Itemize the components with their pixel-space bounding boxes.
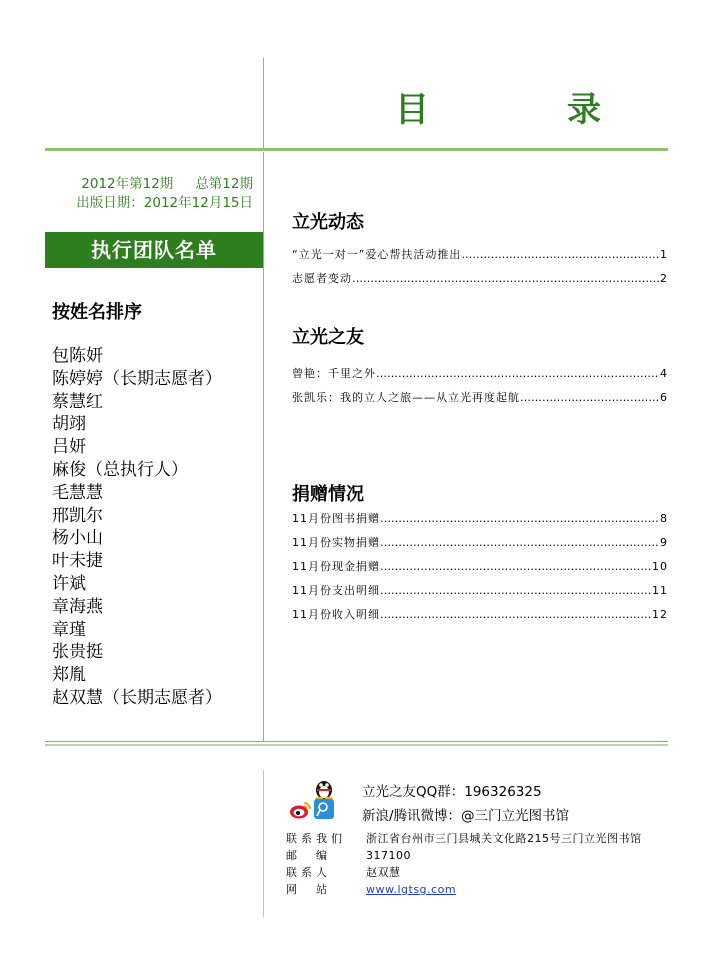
team-heading: 执行团队名单: [45, 232, 263, 268]
toc-entry-title: 张凯乐：我的立人之旅——从立光再度起航: [292, 391, 520, 404]
page-title: 目 录: [395, 90, 653, 130]
toc-entry[interactable]: [292, 582, 668, 606]
toc-entry[interactable]: [292, 389, 668, 413]
team-member: 张贵挺: [52, 642, 103, 663]
toc-entry[interactable]: [292, 510, 668, 534]
toc-entry[interactable]: [292, 270, 668, 294]
team-member: 包陈妍: [52, 346, 103, 366]
toc-leader: [380, 608, 651, 621]
contact-value: 浙江省台州市三门县城关文化路215号三门立光图书馆: [366, 832, 642, 845]
contact-label: 联系我们: [286, 832, 346, 845]
team-member: 许斌: [52, 573, 86, 594]
team-member: 叶未捷: [52, 551, 103, 572]
contact-person-row: [286, 864, 401, 880]
vertical-rule-bottom: [263, 770, 264, 917]
team-member: 陈婷婷（长期志愿者）: [52, 368, 222, 389]
toc-page-number: 4: [660, 367, 668, 380]
toc-entry-title: 11月份现金捐赠: [292, 560, 380, 573]
toc-page-number: 2: [660, 272, 668, 285]
toc-section-list: [292, 365, 668, 413]
toc-entry[interactable]: [292, 246, 668, 270]
issue-number: [50, 172, 253, 192]
team-member: 毛慧慧: [52, 482, 103, 503]
toc-page-number: 8: [660, 512, 668, 525]
toc-leader: [461, 248, 659, 261]
toc-section-list: [292, 510, 668, 630]
qq-group: 立光之友QQ群：196326325: [362, 784, 542, 800]
toc-page-number: 9: [660, 536, 668, 549]
toc-section-list: [292, 246, 668, 294]
team-member: 赵双慧（长期志愿者）: [52, 687, 222, 708]
contact-postcode-row: [286, 847, 411, 863]
toc-entry-title: 11月份收入明细: [292, 608, 380, 621]
toc-entry-title: “立光一对一”爱心帮扶活动推出: [292, 248, 462, 261]
issue-year-number: 2012年第12期: [81, 176, 174, 192]
toc-entry-title: 11月份支出明细: [292, 584, 380, 597]
team-member: 杨小山: [52, 528, 103, 549]
team-member: 章瑾: [52, 619, 86, 640]
team-member-list: [52, 345, 222, 710]
toc-entry-title: 11月份图书捐赠: [292, 512, 380, 525]
team-member: 麻俊（总执行人）: [52, 459, 188, 480]
toc-leader: [376, 367, 659, 380]
toc-section-title: 立光动态: [292, 212, 364, 233]
team-member: 吕妍: [52, 437, 86, 458]
toc-leader: [380, 560, 651, 573]
tencent-weibo-icon: [314, 799, 334, 819]
vertical-rule-middle: [263, 152, 264, 742]
toc-entry[interactable]: [292, 606, 668, 630]
contact-website-row: [286, 881, 456, 897]
toc-page-number: 1: [660, 248, 668, 261]
sort-label: 按姓名排序: [52, 302, 142, 323]
contact-value: 赵双慧: [366, 866, 401, 879]
contact-label: 联系人: [286, 866, 331, 879]
sina-weibo-icon: [289, 800, 313, 820]
toc-entry[interactable]: [292, 365, 668, 389]
publish-date: 出版日期：2012年12月15日: [76, 195, 253, 211]
team-member: 郑胤: [52, 665, 86, 686]
weibo-account: 新浪/腾讯微博：@三门立光图书馆: [362, 808, 570, 824]
contact-value: 317100: [366, 849, 411, 862]
qq-penguin-icon: [313, 776, 335, 800]
toc-leader: [520, 391, 659, 404]
footer-rule: [45, 741, 668, 742]
contact-label: 邮 编: [286, 849, 331, 862]
toc-leader: [380, 512, 659, 525]
toc-leader: [352, 272, 659, 285]
team-member: 章海燕: [52, 596, 103, 617]
footer-rule-light: [45, 744, 668, 746]
toc-leader: [380, 536, 659, 549]
toc-section-title: 捐赠情况: [292, 484, 364, 505]
toc-page-number: 12: [652, 608, 668, 621]
toc-entry-title: 11月份实物捐赠: [292, 536, 380, 549]
website-link[interactable]: www.lgtsg.com: [366, 883, 457, 896]
header-rule: [45, 148, 668, 151]
toc-entry-title: 曾艳：千里之外: [292, 367, 376, 380]
toc-entry-title: 志愿者变动: [292, 272, 352, 285]
contact-label: 网 站: [286, 883, 331, 896]
contact-address-row: [286, 830, 642, 846]
toc-entry[interactable]: [292, 534, 668, 558]
issue-total-number: 总第12期: [195, 176, 253, 192]
toc-entry[interactable]: [292, 558, 668, 582]
team-member: 胡翊: [52, 414, 86, 435]
toc-page-number: 6: [660, 391, 668, 404]
toc-page-number: 10: [652, 560, 668, 573]
toc-leader: [380, 584, 651, 597]
vertical-rule-top: [263, 58, 264, 148]
team-member: 邢凯尔: [52, 505, 103, 526]
toc-page-number: 11: [652, 584, 668, 597]
team-member: 蔡慧红: [52, 391, 103, 412]
toc-section-title: 立光之友: [292, 327, 364, 348]
